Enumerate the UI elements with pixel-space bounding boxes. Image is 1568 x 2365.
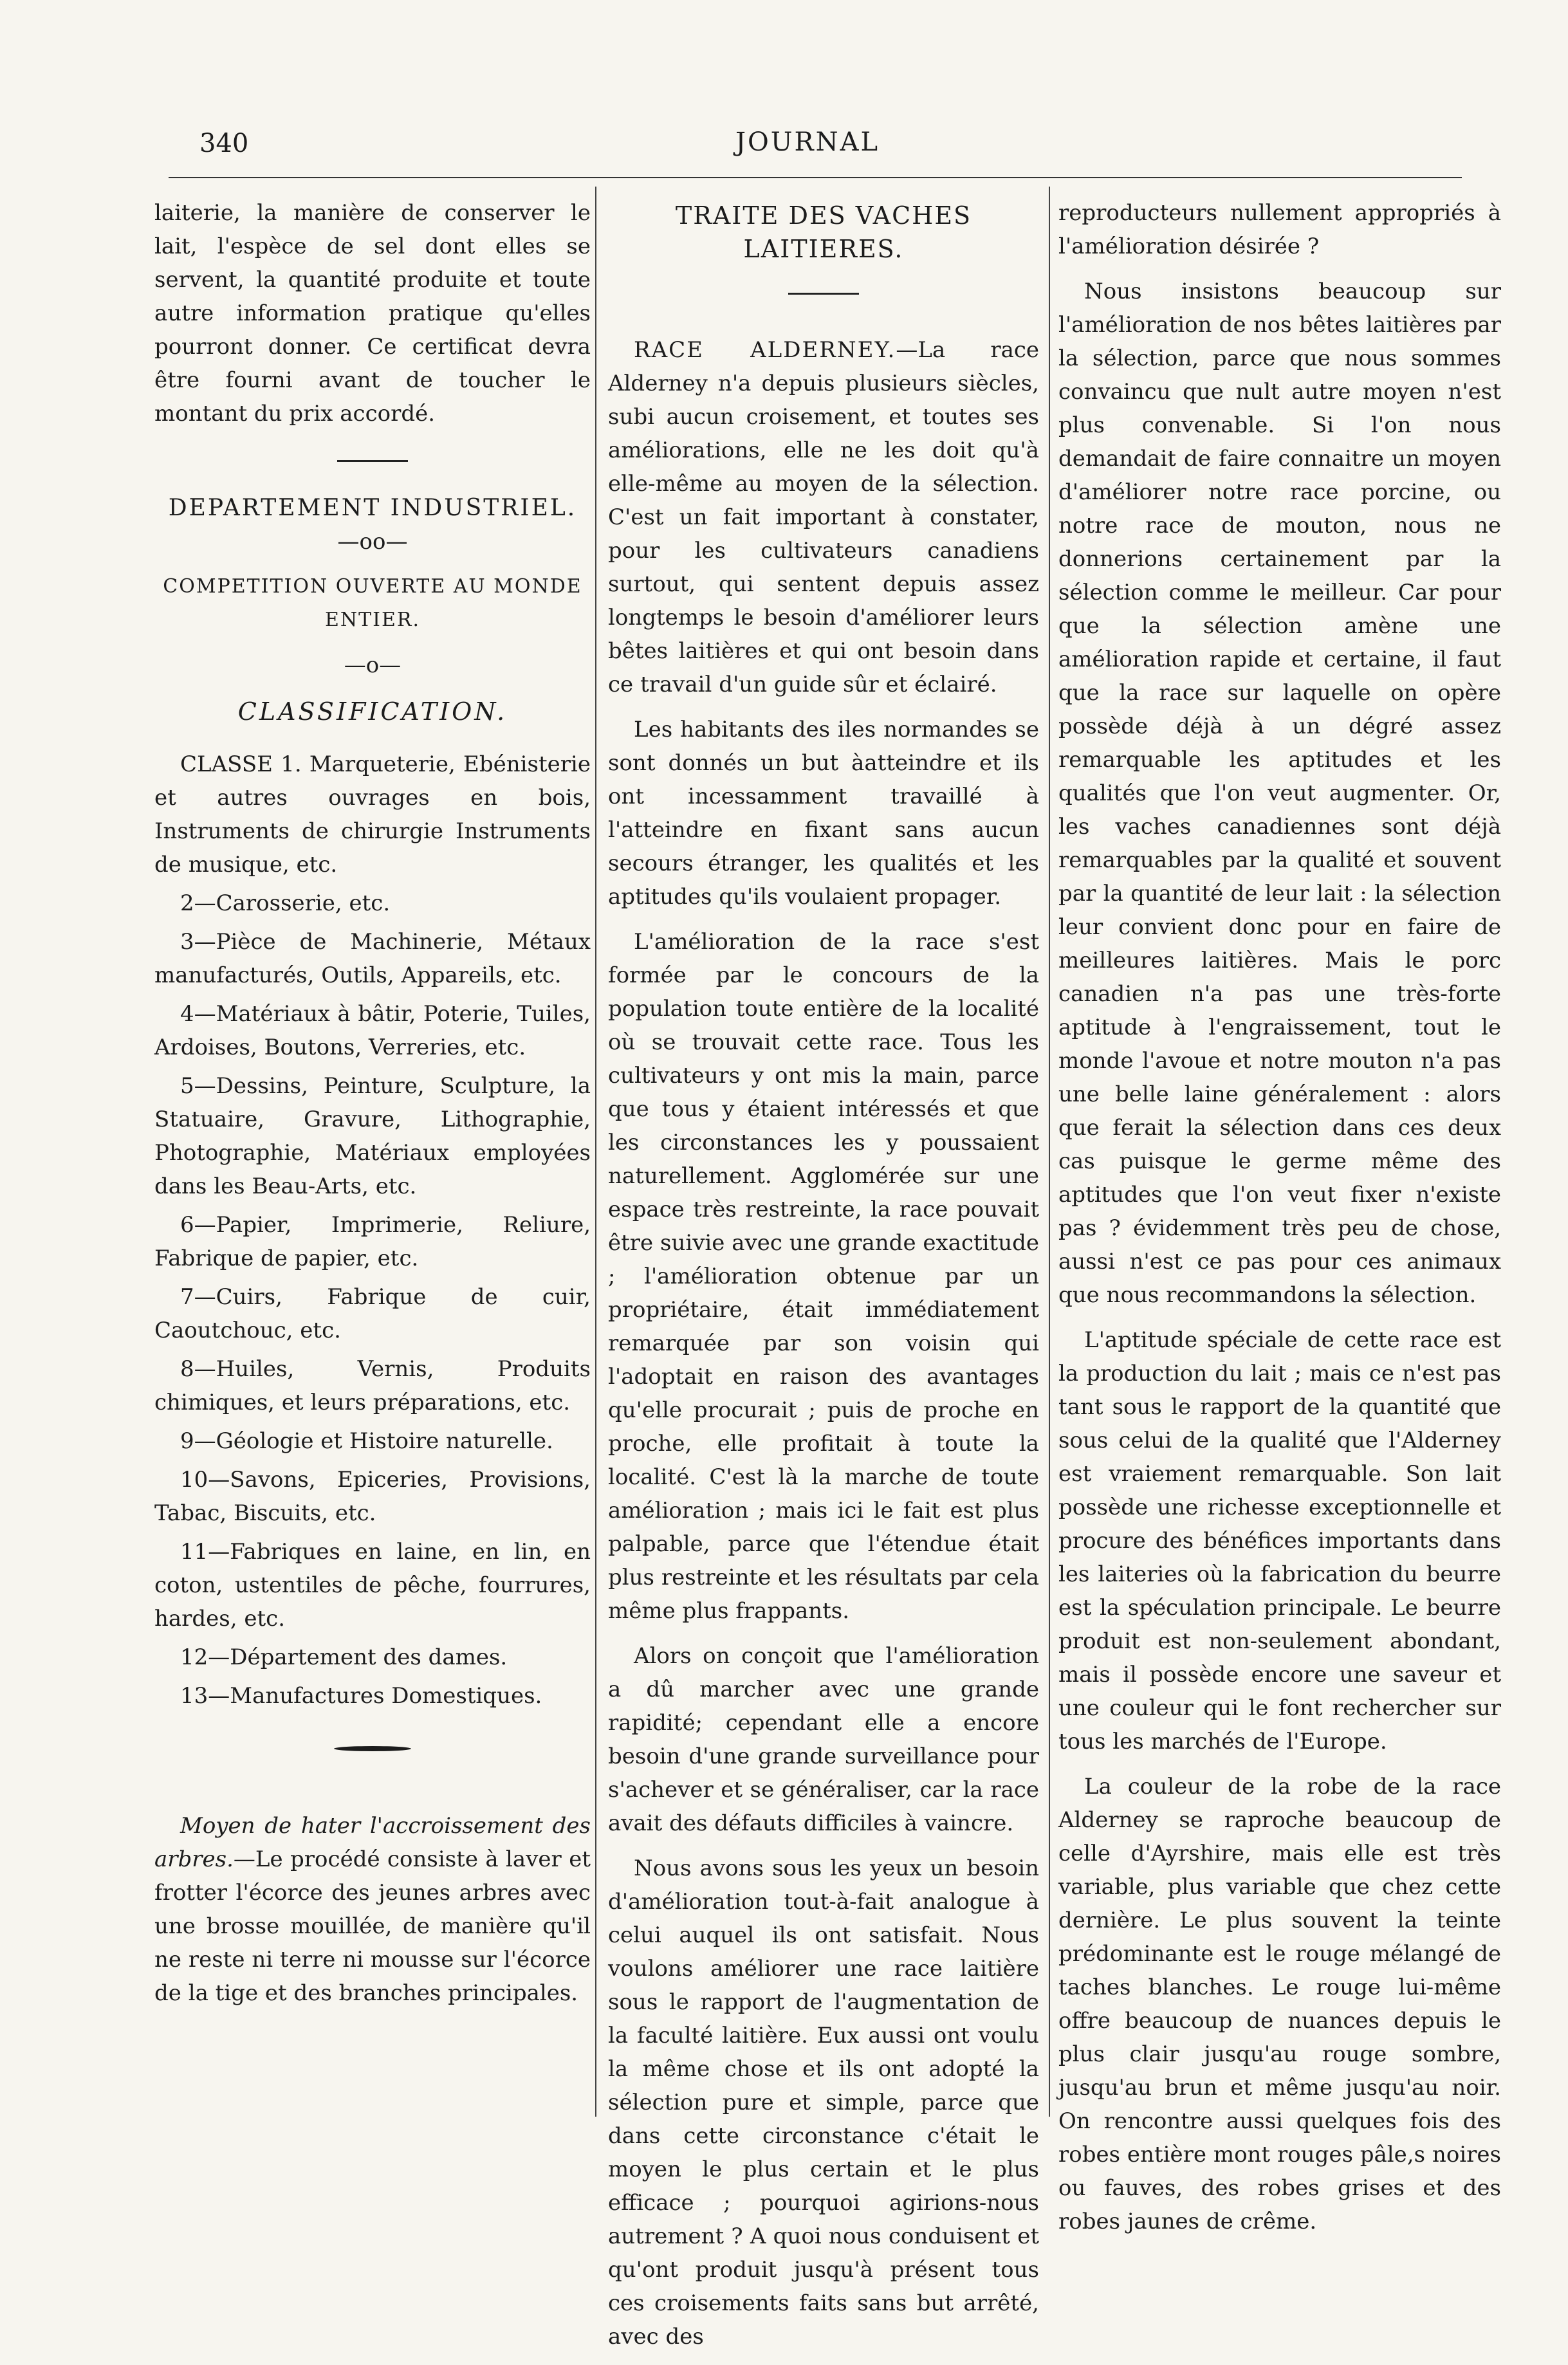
article-paragraph: reproducteurs nullement appropriés à l'amélioration désirée ?	[1058, 200, 1501, 259]
page-header	[161, 122, 1454, 167]
class-item: 4—Matériaux à bâtir, Poterie, Tuiles, Ardoises, Boutons, Verreries, etc.	[154, 1001, 591, 1060]
class-item: 9—Géologie et Histoire naturelle.	[180, 1428, 553, 1454]
class-item: 10—Savons, Epiceries, Provisions, Tabac, Biscuits, etc.	[154, 1467, 591, 1526]
arbres-title: Moyen de hater l'accroissement des arbres.	[154, 1813, 591, 1872]
section-rule	[788, 293, 859, 295]
article-paragraph: L'amélioration de la race s'est formée par le concours de la population toute entière de la localité où se trouvait cette race. Tous les cultivateurs y ont mis la main, parce que tous y étaient intéressés et que les circonstances les y poussaient naturellement. Agglomérée sur une espace très restreinte, la race pouvait être suivie avec une grande exactitude ; l'amélioration obtenue par un propriétaire, était immédiatement remarquée par son voisin qui l'adoptait en raison des avantages qu'elle procurait ; puis de proche en proche, elle profitait à toute la localité. C'est là la marche de toute amélioration ; mais ici le fait est plus palpable, parce que l'étendue était plus restreinte et les résultats par cela même plus frappants.	[608, 929, 1039, 1624]
intro-paragraph: laiterie, la manière de conserver le lait, l'espèce de sel dont elles se servent, la quantité produite et toute autre information pratique qu'elles pourront donner. Ce certificat devra être fourni avant de toucher le montant du prix accordé.	[154, 200, 591, 427]
class-item: 5—Dessins, Peinture, Sculpture, la Statuaire, Gravure, Lithographie, Photographie, Matériaux employées dans les Beau-Arts, etc.	[154, 1073, 591, 1199]
class-item: 3—Pièce de Machinerie, Métaux manufacturés, Outils, Appareils, etc.	[154, 929, 591, 988]
classification-heading: CLASSIFICATION.	[237, 697, 508, 726]
class-item: 13—Manufactures Domestiques.	[180, 1683, 542, 1709]
article-paragraph: Alors on conçoit que l'amélioration a dû marcher avec une grande rapidité; cependant elle a encore besoin d'une grande surveillance pour s'achever et se généraliser, car la race avait des défauts difficiles à vaincre.	[608, 1643, 1039, 1836]
class-item: 11—Fabriques en laine, en lin, en coton, ustentiles de pêche, fourrures, hardes, etc.	[154, 1539, 591, 1632]
arbres-text: —Le procédé consiste à laver et frotter l'écorce des jeunes arbres avec une brosse mouillée, de manière qu'il ne reste ni terre ni mousse sur l'écorce de la tige et des branches principales.	[154, 1846, 591, 2006]
class-item: 8—Huiles, Vernis, Produits chimiques, et leurs préparations, etc.	[154, 1356, 591, 1415]
lead-in: RACE ALDERNEY.	[634, 337, 896, 363]
column-divider-1	[595, 187, 596, 2117]
class-item: 7—Cuirs, Fabrique de cuir, Caoutchouc, etc.	[154, 1284, 591, 1343]
department-title: DEPARTEMENT INDUSTRIEL.	[168, 495, 577, 521]
article-paragraph	[608, 333, 1039, 701]
column-left	[154, 196, 591, 2021]
ornament-rule	[334, 1746, 411, 1751]
separator: —o—	[344, 652, 401, 678]
arbres-article	[154, 1809, 591, 2010]
competition-heading: COMPETITION OUVERTE AU MONDE ENTIER.	[163, 575, 582, 631]
column-divider-2	[1049, 187, 1050, 2117]
article-paragraph: La couleur de la robe de la race Alderney se raproche beaucoup de celle d'Ayrshire, mais elle est très variable, plus variable que chez cette dernière. Le plus souvent la teinte prédominante est le rouge mélangé de taches blanches. Le rouge lui-même offre beaucoup de nuances depuis le plus clair jusqu'au rouge sombre, jusqu'au brun et même jusqu'au noir. On rencontre aussi quelques fois des robes entière mont rouges pâle,s noires ou fauves, des robes grises et des robes jaunes de crême.	[1058, 1774, 1501, 2234]
class-item: 12—Département des dames.	[180, 1644, 508, 1670]
article-paragraph: L'aptitude spéciale de cette race est la production du lait ; mais ce n'est pas tant sous le rapport de la quantité que sous celui de la qualité que l'Alderney est vraiement remarquable. Son lait possède une richesse exceptionnelle et procure des bénéfices importants dans les laiteries où la fabrication du beurre est la spéculation principale. Le beurre produit est non-seulement abondant, mais il possède encore une saveur et une couleur qui le font rechercher sur tous les marchés de l'Europe.	[1058, 1327, 1501, 1754]
article-paragraph: Nous insistons beaucoup sur l'amélioration de nos bêtes laitières par la sélection, parce que nous sommes convaincu que nult autre moyen n'est plus convenable. Si l'on nous demandait de faire connaitre un moyen d'améliorer notre race porcine, ou notre race de mouton, nous ne donnerions certainement par la sélection comme le meilleur. Car pour que la sélection amène une amélioration rapide et certaine, il faut que la race sur laquelle on opère possède déjà à un dégré assez remarquable les aptitudes et les qualités que l'on veut augmenter. Or, les vaches canadiennes sont déjà remarquables par la qualité et souvent par la quantité de leur lait : la sélection leur convient donc pour en faire de meilleures laitières. Mais le porc canadien n'a pas une très-forte aptitude à l'engraissement, tout le monde l'avoue et notre mouton n'a pas une belle laine généralement : alors que ferait la sélection dans ces deux cas puisque le germe même des aptitudes que l'on veut fixer n'existe pas ? évidemment très peu de chose, aussi n'est ce pas pour ces animaux que nous recommandons la sélection.	[1058, 279, 1501, 1308]
class-item: 6—Papier, Imprimerie, Reliure, Fabrique de papier, etc.	[154, 1212, 591, 1271]
running-title: JOURNAL	[735, 127, 880, 157]
column-right	[1058, 196, 1501, 2250]
class-item: 2—Carosserie, etc.	[180, 890, 391, 916]
header-rule	[169, 177, 1462, 178]
section-rule	[337, 460, 408, 462]
article-paragraph: Les habitants des iles normandes se sont donnés un but àatteindre et ils ont incessamment travaillé à l'atteindre en fixant sans aucun secours étranger, les qualités et les aptitudes qu'ils voulaient propager.	[608, 717, 1039, 910]
class-item: CLASSE 1. Marqueterie, Ebénisterie et autres ouvrages en bois, Instruments de chirurgie Instruments de musique, etc.	[154, 751, 591, 878]
page-number: 340	[199, 129, 249, 158]
separator: —oo—	[337, 529, 408, 555]
column-middle	[608, 196, 1039, 2365]
article-paragraph: Nous avons sous les yeux un besoin d'amélioration tout-à-fait analogue à celui auquel ils ont satisfait. Nous voulons améliorer une race laitière sous le rapport de l'augmentation de la faculté laitière. Eux aussi ont voulu la même chose et ils ont adopté la sélection pure et simple, parce que dans cette circonstance c'était le moyen le plus certain et le plus efficace ; pourquoi agirions-nous autrement ? A quoi nous conduisent et qu'ont produit jusqu'à présent tous ces croisements faits sans but arrêté, avec des	[608, 1855, 1039, 2350]
paragraph-text: —La race Alderney n'a depuis plusieurs siècles, subi aucun croisement, et toutes ses améliorations, elle ne les doit qu'à elle-même au moyen de la sélection. C'est un fait important à constater, pour les cultivateurs canadiens surtout, qui sentent depuis assez longtemps le besoin d'améliorer leurs bêtes laitières et qui ont besoin dans ce travail d'un guide sûr et éclairé.	[608, 337, 1040, 697]
article-title: TRAITE DES VACHES LAITIERES.	[675, 201, 972, 263]
